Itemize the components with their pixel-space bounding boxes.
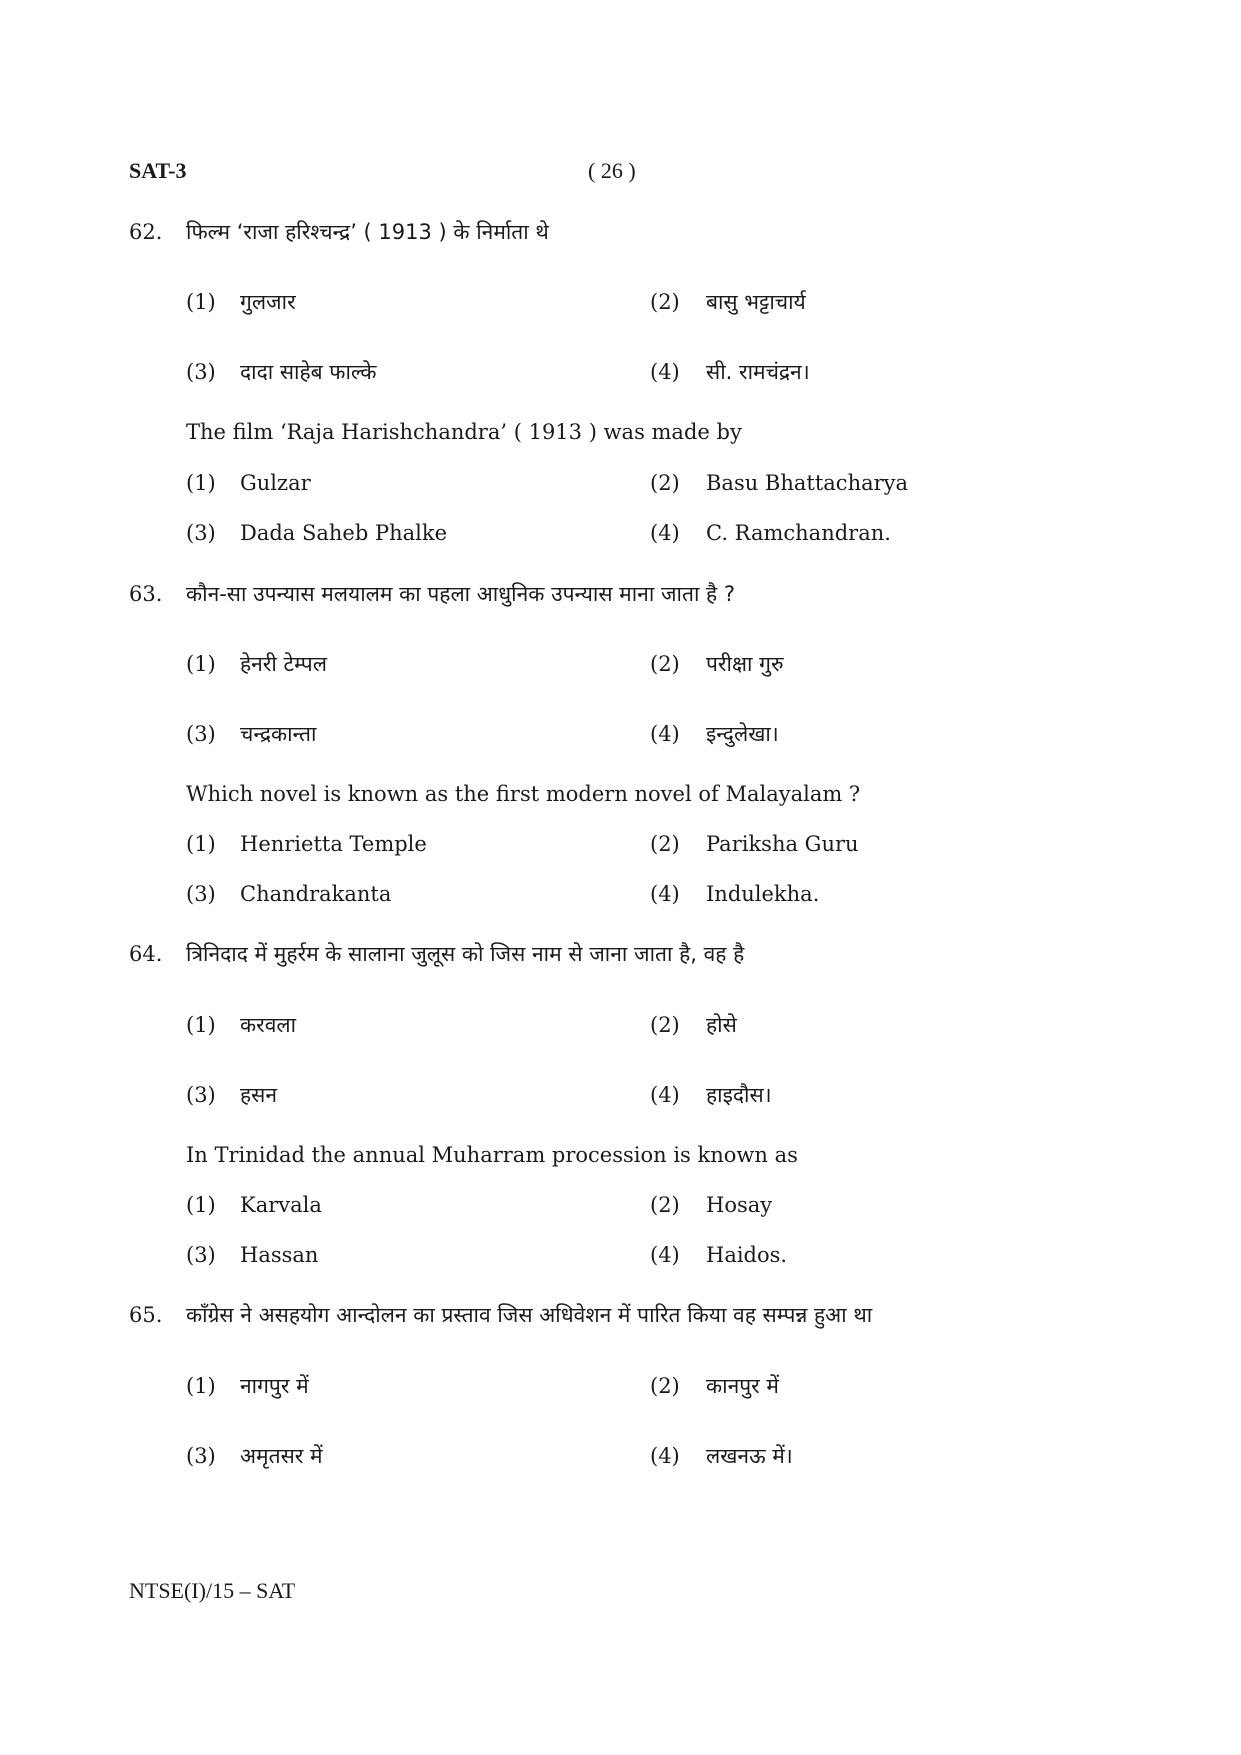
option-number: (3) (186, 1243, 216, 1267)
option-text-hindi: चन्द्रकान्ता (240, 722, 317, 746)
question-number: 65. (129, 1303, 163, 1327)
question-number: 62. (129, 220, 163, 244)
option-number: (1) (186, 1374, 216, 1398)
option-text-hindi: हेनरी टेम्पल (240, 652, 327, 676)
option-text-hindi: दादा साहेब फाल्के (240, 360, 377, 384)
option-number: (4) (650, 360, 680, 384)
question-number: 63. (129, 582, 163, 606)
option-text-hindi: नागपुर में (240, 1374, 309, 1398)
option-number: (1) (186, 1013, 216, 1037)
option-number: (1) (186, 652, 216, 676)
option-text-hindi: लखनऊ में। (706, 1444, 793, 1468)
option-number: (2) (650, 1374, 680, 1398)
option-number: (1) (186, 832, 216, 856)
option-number: (4) (650, 521, 680, 545)
option-text-hindi: हसन (240, 1083, 278, 1107)
question-text-english: In Trinidad the annual Muharram procession is known as (186, 1143, 798, 1167)
option-text-hindi: इन्दुलेखा। (706, 722, 779, 746)
option-text-english: Dada Saheb Phalke (240, 521, 448, 545)
option-text-hindi: सी. रामचंद्रन। (706, 360, 810, 384)
option-number: (4) (650, 1083, 680, 1107)
option-number: (2) (650, 1193, 680, 1217)
option-number: (2) (650, 832, 680, 856)
option-text-hindi: हाइदौस। (706, 1083, 772, 1107)
option-text-english: C. Ramchandran. (706, 521, 891, 545)
option-text-english: Basu Bhattacharya (706, 471, 909, 495)
option-text-hindi: करवला (240, 1013, 297, 1037)
option-number: (3) (186, 722, 216, 746)
option-number: (3) (186, 882, 216, 906)
option-number: (4) (650, 1444, 680, 1468)
option-number: (2) (650, 471, 680, 495)
option-text-hindi: अमृतसर में (240, 1444, 323, 1468)
option-number: (4) (650, 882, 680, 906)
option-text-hindi: परीक्षा गुरु (706, 652, 784, 676)
option-number: (3) (186, 521, 216, 545)
option-number: (1) (186, 471, 216, 495)
option-text-english: Hosay (706, 1193, 773, 1217)
option-number: (3) (186, 1444, 216, 1468)
option-text-english: Hassan (240, 1243, 319, 1267)
option-text-english: Indulekha. (706, 882, 820, 906)
question-text-hindi: काँग्रेस ने असहयोग आन्दोलन का प्रस्ताव जिस अधिवेशन में पारित किया वह सम्पन्न हुआ था (186, 1303, 873, 1327)
footer-code: NTSE(I)/15 – SAT (129, 1578, 296, 1603)
option-text-english: Chandrakanta (240, 882, 392, 906)
option-number: (1) (186, 1193, 216, 1217)
question-text-english: The film ‘Raja Harishchandra’ ( 1913 ) was made by (186, 420, 742, 444)
option-number: (3) (186, 1083, 216, 1107)
option-text-hindi: बासु भट्टाचार्य (706, 290, 806, 314)
option-text-english: Haidos. (706, 1243, 788, 1267)
option-text-english: Karvala (240, 1193, 322, 1217)
question-text-english: Which novel is known as the first modern novel of Malayalam ? (186, 782, 861, 806)
question-text-hindi: फिल्म ‘राजा हरिश्चन्द्र’ ( 1913 ) के निर्माता थे (186, 220, 549, 244)
option-text-english: Gulzar (240, 471, 311, 495)
question-number: 64. (129, 942, 163, 966)
option-number: (1) (186, 290, 216, 314)
page-number: ( 26 ) (588, 158, 636, 183)
option-number: (2) (650, 1013, 680, 1037)
option-number: (2) (650, 290, 680, 314)
option-text-hindi: गुलजार (240, 290, 296, 314)
exam-code: SAT-3 (129, 158, 187, 183)
option-number: (4) (650, 1243, 680, 1267)
option-text-hindi: होसे (706, 1013, 737, 1037)
option-text-hindi: कानपुर में (706, 1374, 779, 1398)
question-text-hindi: त्रिनिदाद में मुहर्रम के सालाना जुलूस को जिस नाम से जाना जाता है, वह है (186, 942, 745, 966)
option-number: (2) (650, 652, 680, 676)
option-text-english: Henrietta Temple (240, 832, 427, 856)
option-number: (4) (650, 722, 680, 746)
question-text-hindi: कौन-सा उपन्यास मलयालम का पहला आधुनिक उपन्यास माना जाता है ? (186, 582, 736, 606)
option-number: (3) (186, 360, 216, 384)
option-text-english: Pariksha Guru (706, 832, 859, 856)
